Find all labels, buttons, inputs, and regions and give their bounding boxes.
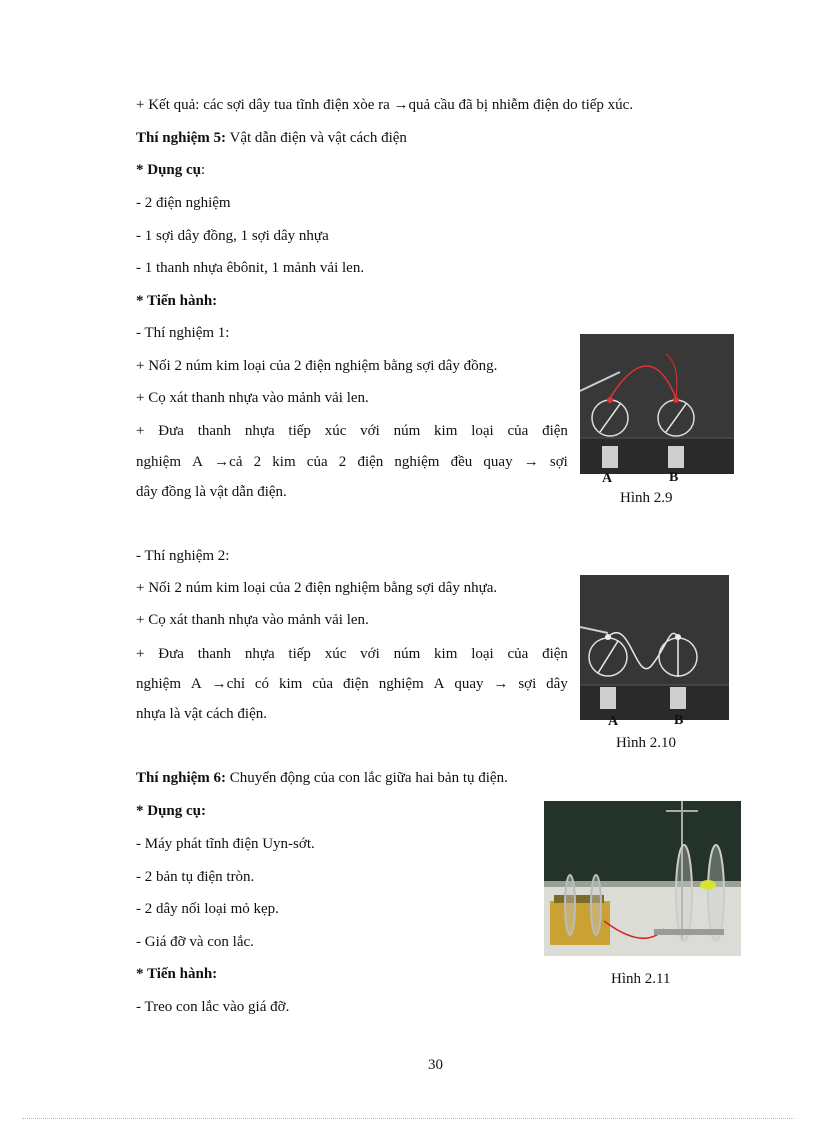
word: →chỉ: [211, 676, 245, 692]
word: kim: [434, 423, 458, 439]
word: →: [493, 676, 509, 692]
word: Đưa: [158, 646, 184, 662]
word: A: [190, 676, 202, 692]
word: điện: [542, 423, 568, 439]
word: thanh: [197, 646, 232, 662]
word: nghiệm: [136, 676, 181, 692]
equipment-colon: :: [201, 162, 206, 178]
text-line: + Cọ xát thanh nhựa vào mảnh vải len.: [136, 612, 369, 628]
text-line: - 1 thanh nhựa êbônit, 1 mảnh vải len.: [136, 260, 365, 276]
word: →cả: [214, 454, 243, 470]
procedure-heading: [136, 291, 217, 311]
word: kim: [278, 676, 303, 692]
experiment-6-title: Chuyển động của con lắc giữa hai bản tụ điện.: [226, 770, 508, 786]
word: +: [136, 646, 145, 662]
word: loại: [471, 423, 494, 439]
word: của: [507, 423, 529, 439]
text-line: - Thí nghiệm 2:: [136, 548, 230, 564]
word: điện: [342, 676, 369, 692]
text-line: + Cọ xát thanh nhựa vào mảnh vải len.: [136, 390, 369, 406]
equipment-heading: [136, 801, 206, 821]
text-line: dây đồng là vật dẫn điện.: [136, 484, 287, 500]
experiment-6-label: Thí nghiệm 6:: [136, 770, 227, 786]
page-number: 30: [428, 1057, 443, 1073]
word: điện: [357, 454, 384, 470]
word: 2: [253, 454, 262, 470]
equipment-label: * Dụng cụ: [136, 162, 202, 178]
word: của: [507, 646, 529, 662]
word: Đưa: [158, 423, 184, 439]
text-line: - 1 sợi dây đồng, 1 sợi dây nhựa: [136, 228, 329, 244]
word: điện: [542, 646, 568, 662]
text-line: nhựa là vật cách điện.: [136, 706, 267, 722]
figure-caption: Hình 2.10: [616, 735, 676, 751]
text-line-justified: [136, 452, 568, 472]
figure-caption: Hình 2.11: [611, 971, 671, 987]
word: núm: [393, 423, 421, 439]
word: có: [254, 676, 270, 692]
text-line-justified: [136, 644, 568, 664]
text-line: + Nối 2 núm kim loại của 2 điện nghiệm bằng sợi dây đồng.: [136, 358, 498, 374]
word: thanh: [197, 423, 232, 439]
text-line: + Nối 2 núm kim loại của 2 điện nghiệm bằng sợi dây nhựa.: [136, 580, 498, 596]
procedure-label: * Tiến hành:: [136, 966, 218, 982]
word: của: [306, 454, 328, 470]
experiment-6-heading: [136, 768, 508, 788]
procedure-label: * Tiến hành:: [136, 293, 218, 309]
text-line: - Máy phát tĩnh điện Uyn-sớt.: [136, 836, 315, 852]
word: nghiệm: [136, 454, 181, 470]
word: với: [360, 423, 380, 439]
word: xúc: [324, 646, 347, 662]
word: nghiệm: [378, 676, 424, 692]
experiment-5-label: Thí nghiệm 5:: [136, 130, 227, 146]
word: xúc: [324, 423, 347, 439]
figure-caption: Hình 2.9: [620, 490, 673, 506]
experiment-5-title: Vật dẫn điện và vật cách điện: [226, 130, 407, 146]
experiment-5-heading: [136, 128, 407, 148]
word: với: [360, 646, 380, 662]
word: sợi: [549, 454, 568, 470]
word: núm: [393, 646, 421, 662]
word: của: [312, 676, 334, 692]
text-line: - Thí nghiệm 1:: [136, 325, 230, 341]
text-line-justified: [136, 674, 568, 694]
electroscope-label-a: A: [602, 471, 613, 486]
equipment-heading: [136, 160, 205, 180]
electroscope-label-b: B: [669, 470, 679, 485]
footer-divider: [22, 1118, 794, 1119]
word: nghiệm: [394, 454, 440, 470]
electroscope-label-a: A: [608, 714, 619, 729]
word: tiếp: [288, 423, 311, 439]
word: kim: [272, 454, 296, 470]
word: 2: [338, 454, 347, 470]
word: kim: [434, 646, 458, 662]
word: dây: [546, 676, 568, 692]
electroscope-label-b: B: [674, 713, 684, 728]
equipment-label: * Dụng cụ:: [136, 803, 207, 819]
word: →: [523, 454, 539, 470]
word: A: [433, 676, 445, 692]
text-line: - 2 bản tụ điện tròn.: [136, 869, 255, 885]
word: đều: [450, 454, 473, 470]
word: quay: [483, 454, 513, 470]
word: +: [136, 423, 145, 439]
text-line: - 2 dây nối loại mỏ kẹp.: [136, 901, 279, 917]
text-line: - 2 điện nghiệm: [136, 195, 231, 211]
text-line: - Treo con lắc vào giá đỡ.: [136, 999, 290, 1015]
text-line: + Kết quả: các sợi dây tua tĩnh điện xòe ra →quả cầu đã bị nhiễm điện do tiếp xúc.: [136, 97, 634, 113]
figure-2-9-photo: [580, 334, 734, 474]
word: sợi: [518, 676, 537, 692]
figure-2-11-photo: [544, 801, 741, 956]
procedure-heading: [136, 964, 217, 984]
word: A: [192, 454, 203, 470]
word: nhựa: [244, 423, 275, 439]
word: tiếp: [288, 646, 311, 662]
text-line: - Giá đỡ và con lắc.: [136, 934, 254, 950]
word: quay: [454, 676, 484, 692]
text-line-justified: [136, 421, 568, 441]
word: loại: [471, 646, 494, 662]
word: nhựa: [244, 646, 275, 662]
figure-2-10-photo: [580, 575, 729, 720]
